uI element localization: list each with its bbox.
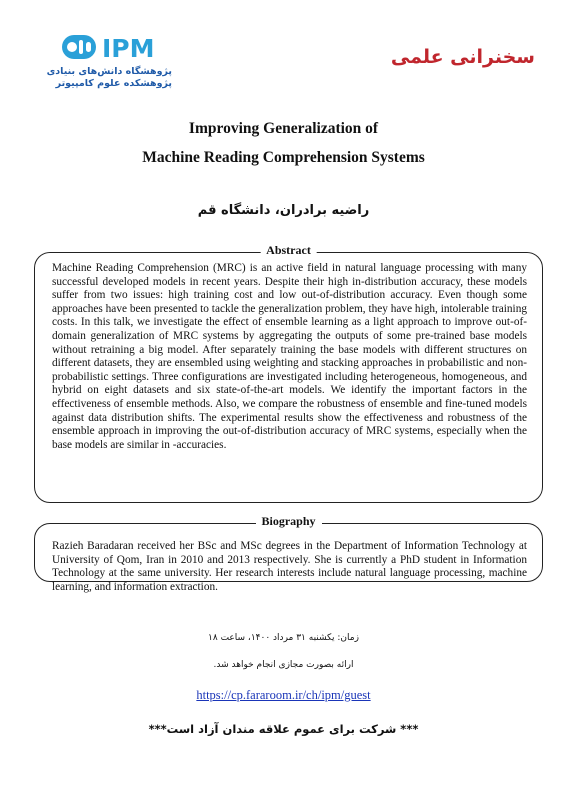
logo-text: IPM <box>102 34 155 62</box>
abstract-label: Abstract <box>260 243 317 258</box>
talk-title-line2: Machine Reading Comprehension Systems <box>142 149 425 166</box>
biography-label: Biography <box>255 514 321 529</box>
logo-subtitle-institute: پژوهشگاه دانش‌های بنیادی <box>46 66 172 77</box>
footer-note: *** شرکت برای عموم علاقه مندان آزاد است*** <box>148 722 419 736</box>
speaker-name: راضیه برادران، دانشگاه قم <box>197 203 370 218</box>
ipm-logo <box>46 32 180 90</box>
abstract-box <box>34 243 543 503</box>
abstract-text: Machine Reading Comprehension (MRC) is an active field in natural language processing with many successful developed models in recent years. Despite their high in-distribution accuracy, these models suffer from two issues: high training cost and low out-of-distribution accuracy. Even though some approaches have been presented to tackle the generalization problem, they have high, intolerable training costs. In this talk, we investigate the effect of ensemble learning as a light approach to improve out-of-domain generalization of MRC systems by aggregating the outputs of some pre-trained base models without retraining a big model. After separately training the base models with different structures on different datasets, they are ensembled using weighting and stacking approaches in probabilistic and non-probabilistic settings. Three configurations are investigated including heterogeneous, homogeneous, and hybrid on eight datasets and six state-of-the-art models. We identify the important factors in the effectiveness of ensemble methods. Also, we compare the robustness of ensemble and fine-tuned models against data distribution shifts. The experimental results show the effectiveness and robustness of the ensemble approach in improving the out-of-distribution accuracy of MRC systems, especially when the base models are similar in -accuracies. <box>52 262 527 451</box>
logo-subtitle-school: پژوهشکده علوم کامپیوتر <box>55 78 172 89</box>
meeting-link[interactable]: https://cp.fararoom.ir/ch/ipm/guest <box>196 688 371 702</box>
biography-box <box>34 514 543 593</box>
talk-title-line1: Improving Generalization of <box>188 120 379 137</box>
online-notice: ارائه بصورت مجازی انجام خواهد شد. <box>213 660 354 670</box>
biography-text: Razieh Baradaran received her BSc and MSc degrees in the Department of Information Technology at University of Qom, Iran in 2010 and 2013 respectively. She is currently a PhD student in Information Technology at the same university. Her research interests include natural language processing, machine learning, and information extraction. <box>52 540 527 593</box>
ipm-logo-mark <box>60 32 178 62</box>
header-title: سخنرانی علمی <box>390 46 535 68</box>
date-time-line: زمان: یکشنبه ۳۱ مرداد ۱۴۰۰، ساعت ۱۸ <box>208 633 359 643</box>
